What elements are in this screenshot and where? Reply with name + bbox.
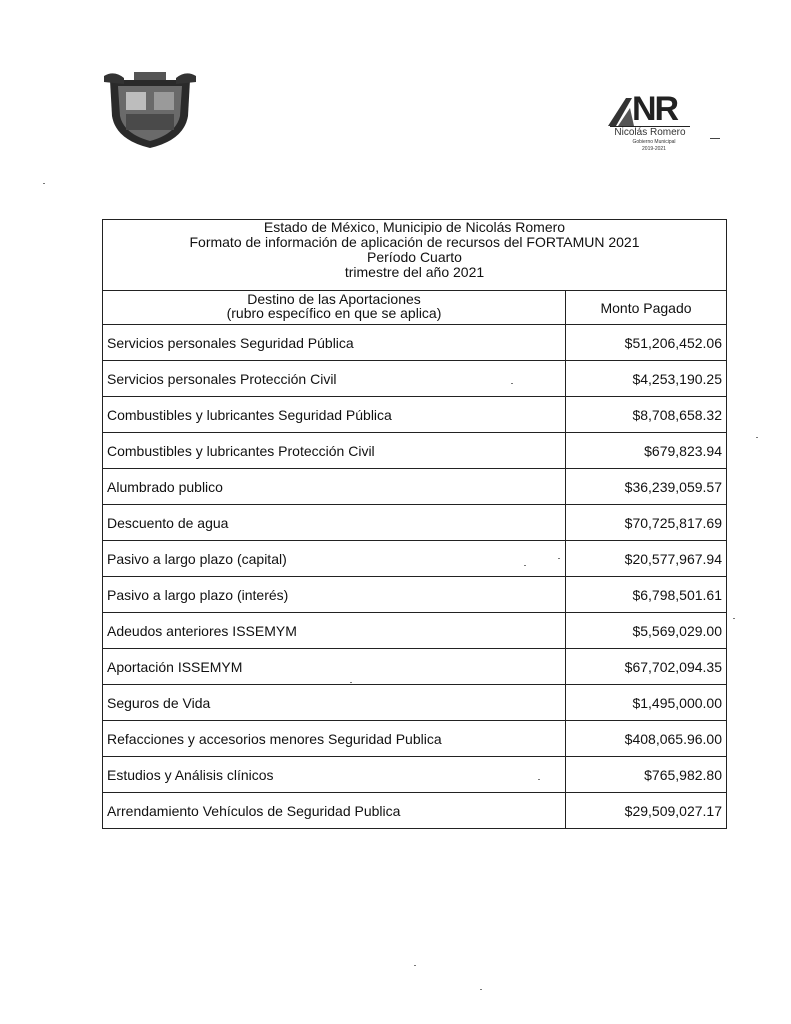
table-row xyxy=(103,325,727,361)
row-concepto: Seguros de Vida xyxy=(103,685,566,721)
logo-letters: NR xyxy=(632,90,678,128)
row-concepto: Descuento de agua xyxy=(103,505,566,541)
row-concepto: Pasivo a largo plazo (capital) xyxy=(103,541,566,577)
table-row xyxy=(103,541,727,577)
column-header-row xyxy=(103,291,727,325)
row-concepto: Pasivo a largo plazo (interés) xyxy=(103,577,566,613)
table-row xyxy=(103,469,727,505)
row-monto: $29,509,027.17 xyxy=(566,793,727,829)
table-row xyxy=(103,721,727,757)
table-title xyxy=(103,220,727,291)
table-body xyxy=(103,325,727,829)
row-monto: $20,577,967.94 xyxy=(566,541,727,577)
row-monto: $5,569,029.00 xyxy=(566,613,727,649)
row-monto: $1,495,000.00 xyxy=(566,685,727,721)
row-concepto: Adeudos anteriores ISSEMYM xyxy=(103,613,566,649)
table-row xyxy=(103,433,727,469)
row-monto: $408,065.96.00 xyxy=(566,721,727,757)
title-line-2: Formato de información de aplicación de recursos del FORTAMUN 2021 xyxy=(189,234,640,250)
row-concepto: Servicios personales Seguridad Pública xyxy=(103,325,566,361)
table-row xyxy=(103,685,727,721)
column-header-destino-line2: (rubro específico en que se aplica) xyxy=(226,305,442,321)
row-monto: $679,823.94 xyxy=(566,433,727,469)
title-line-4: trimestre del año 2021 xyxy=(344,264,485,280)
table-row xyxy=(103,577,727,613)
row-concepto: Aportación ISSEMYM xyxy=(103,649,566,685)
table-row xyxy=(103,505,727,541)
row-monto: $51,206,452.06 xyxy=(566,325,727,361)
row-concepto: Refacciones y accesorios menores Seguridad Publica xyxy=(103,721,566,757)
title-line-1: Estado de México, Municipio de Nicolás Romero xyxy=(263,219,566,235)
row-concepto: Combustibles y lubricantes Protección Civil xyxy=(103,433,566,469)
table-row xyxy=(103,649,727,685)
table-title-row xyxy=(103,220,727,291)
row-monto: $36,239,059.57 xyxy=(566,469,727,505)
column-header-monto: Monto Pagado xyxy=(566,291,727,325)
row-monto: $8,708,658.32 xyxy=(566,397,727,433)
title-line-3: Período Cuarto xyxy=(367,249,462,265)
row-monto: $70,725,817.69 xyxy=(566,505,727,541)
table-row xyxy=(103,793,727,829)
row-concepto: Alumbrado publico xyxy=(103,469,566,505)
row-monto: $67,702,094.35 xyxy=(566,649,727,685)
logo-subtitle: Gobierno Municipal xyxy=(632,139,676,145)
table-row xyxy=(103,361,727,397)
row-monto: $765,982.80 xyxy=(566,757,727,793)
scan-mark xyxy=(710,138,720,139)
table-row xyxy=(103,397,727,433)
row-concepto: Arrendamiento Vehículos de Seguridad Publica xyxy=(103,793,566,829)
municipal-logo xyxy=(604,92,724,182)
row-monto: $6,798,501.61 xyxy=(566,577,727,613)
fortamun-table xyxy=(102,219,727,829)
row-monto: $4,253,190.25 xyxy=(566,361,727,397)
column-header-destino xyxy=(103,291,566,325)
table-row xyxy=(103,757,727,793)
row-concepto: Estudios y Análisis clínicos xyxy=(103,757,566,793)
column-header-destino-line1: Destino de las Aportaciones xyxy=(247,291,421,307)
logo-name: Nicolás Romero xyxy=(610,126,690,138)
logo-years: 2019-2021 xyxy=(642,146,666,152)
row-concepto: Servicios personales Protección Civil xyxy=(103,361,566,397)
row-concepto: Combustibles y lubricantes Seguridad Pública xyxy=(103,397,566,433)
coat-of-arms-emblem xyxy=(104,70,196,150)
table-row xyxy=(103,613,727,649)
